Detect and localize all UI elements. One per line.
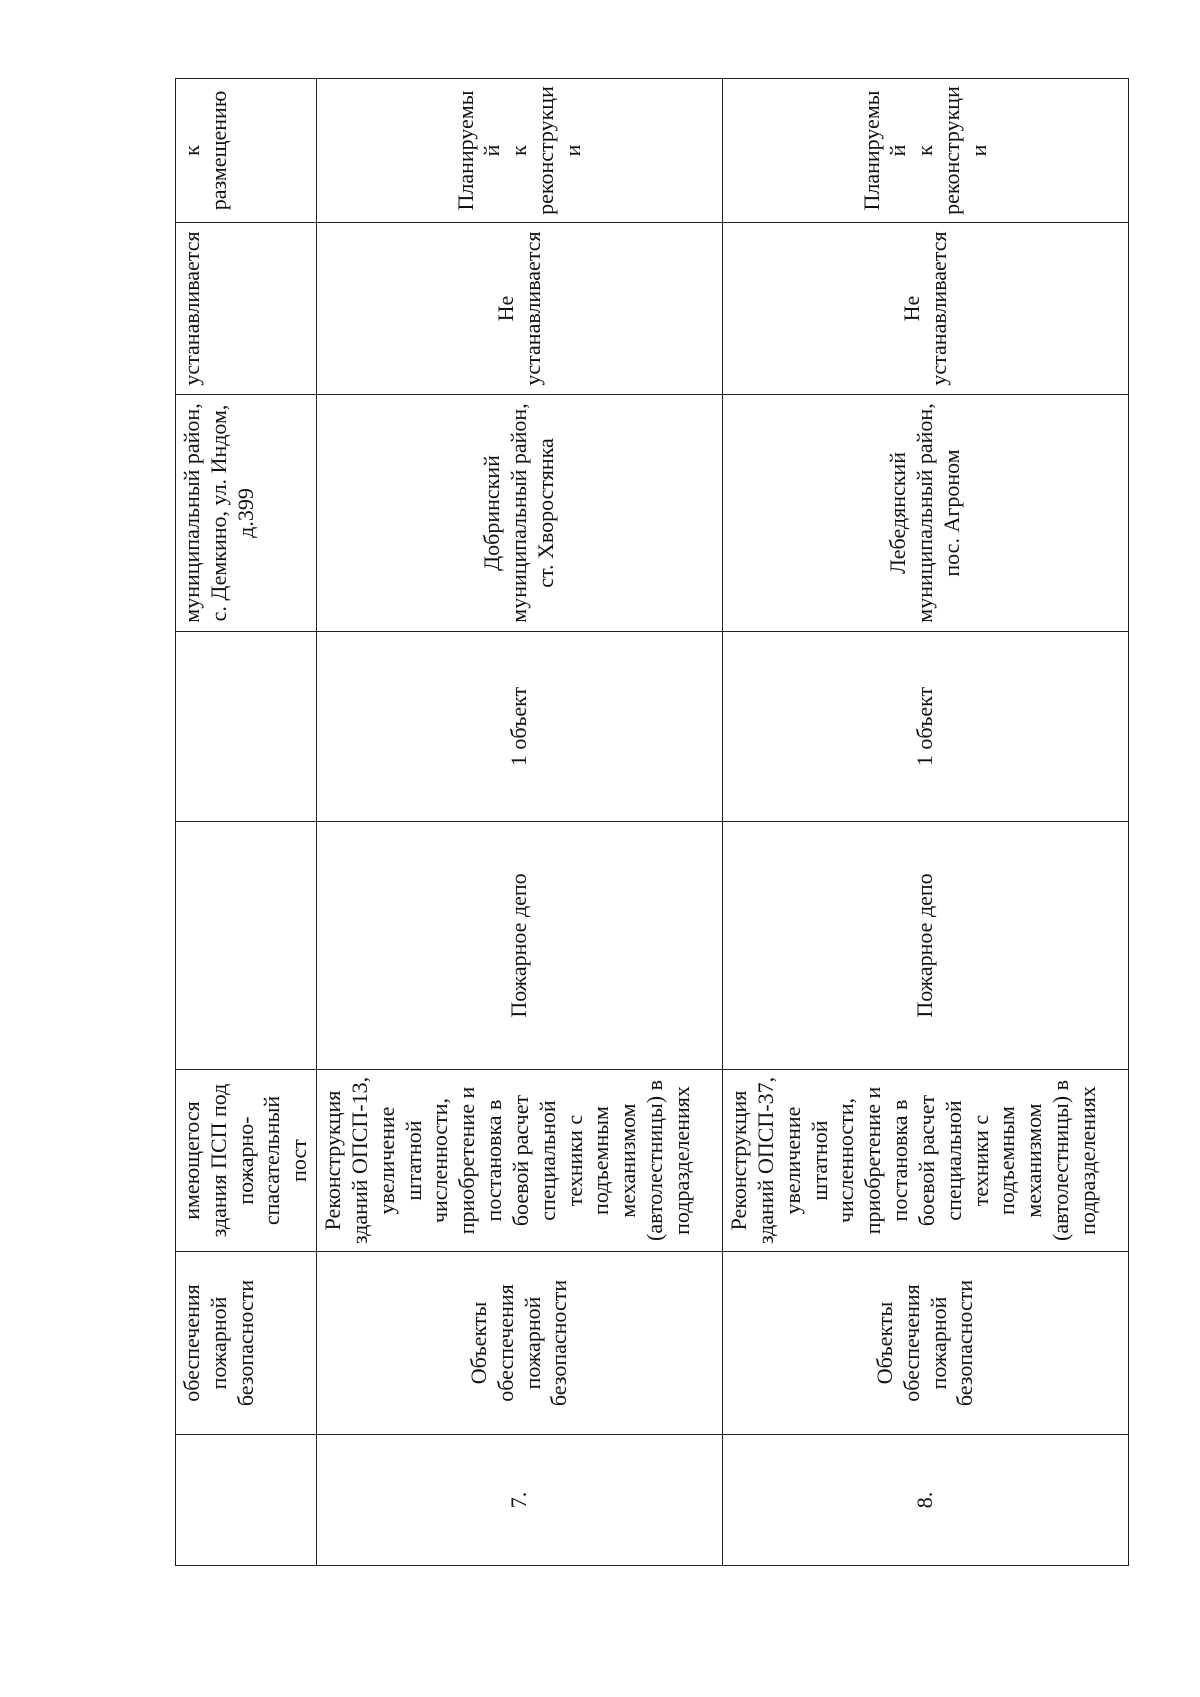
- zone-characteristics: устанавливается: [179, 231, 204, 386]
- row-number: 8.: [912, 1491, 938, 1509]
- status-cell: [723, 79, 1129, 223]
- zone-cell: [723, 223, 1129, 395]
- object-name: Объекты обеспечения пожарной безопасности: [465, 1279, 572, 1407]
- object-count: 1 объект: [506, 686, 532, 767]
- object-name: обеспечения пожарной безопасности: [179, 1279, 258, 1407]
- object-purpose: Реконструкция зданий ОПСП-13, увеличение штатной численности, приобретение и постановка в боевой расчет специальной техники с подъемным механизмом (автолестницы) в подразделениях: [320, 1076, 694, 1245]
- object-name-cell: [317, 1252, 723, 1435]
- object-location: Лебедянский муниципальный район, пос. Агроном: [885, 403, 965, 623]
- table-row: [317, 79, 723, 1566]
- location-cell: [723, 395, 1129, 632]
- row-number: 7.: [506, 1491, 532, 1509]
- row-number-cell: [723, 1435, 1129, 1566]
- row-number-cell: [317, 1435, 723, 1566]
- zone-characteristics: Не устанавливается: [492, 231, 545, 386]
- zone-cell: [317, 223, 723, 395]
- object-purpose: имеющегося здания ПСП под пожарно- спасательный пост: [179, 1083, 312, 1238]
- object-status: к размещению: [179, 90, 231, 211]
- object-count: 1 объект: [912, 686, 938, 767]
- table-row: [176, 79, 317, 1566]
- object-type-cell: [723, 822, 1129, 1070]
- table-row: [723, 79, 1129, 1566]
- purpose-cell: [317, 1070, 723, 1252]
- object-type: Пожарное депо: [912, 873, 938, 1018]
- object-name-cell: [723, 1252, 1129, 1435]
- zone-characteristics: Не устанавливается: [898, 231, 951, 386]
- object-type-cell: [317, 822, 723, 1070]
- object-purpose: Реконструкция зданий ОПСП-37, увеличение штатной численности, приобретение и постановка в боевой расчет специальной техники с подъемным механизмом (автолестницы) в подразделениях: [726, 1076, 1100, 1245]
- zone-cell: [176, 223, 317, 395]
- status-cell: [317, 79, 723, 223]
- object-count-cell: [723, 632, 1129, 822]
- status-cell: [176, 79, 317, 223]
- location-cell: [317, 395, 723, 632]
- object-name-cell: [176, 1252, 317, 1435]
- object-count-cell: [317, 632, 723, 822]
- object-count-cell: [176, 632, 317, 822]
- object-type-cell: [176, 822, 317, 1070]
- fire-safety-objects-table: [175, 78, 1129, 1566]
- object-name: Объекты обеспечения пожарной безопасности: [871, 1279, 978, 1407]
- purpose-cell: [176, 1070, 317, 1252]
- object-status: Планируемый к реконструкции: [452, 86, 585, 215]
- location-cell: [176, 395, 317, 632]
- object-location: Добринский муниципальный район, ст. Хворостянка: [479, 403, 559, 623]
- row-number-cell: [176, 1435, 317, 1566]
- object-location: муниципальный район, с. Демкино, ул. Индом, д.399: [179, 403, 258, 623]
- rotated-page-content: [175, 79, 1127, 1566]
- purpose-cell: [723, 1070, 1129, 1252]
- object-type: Пожарное депо: [506, 873, 532, 1018]
- object-status: Планируемый к реконструкции: [858, 86, 991, 215]
